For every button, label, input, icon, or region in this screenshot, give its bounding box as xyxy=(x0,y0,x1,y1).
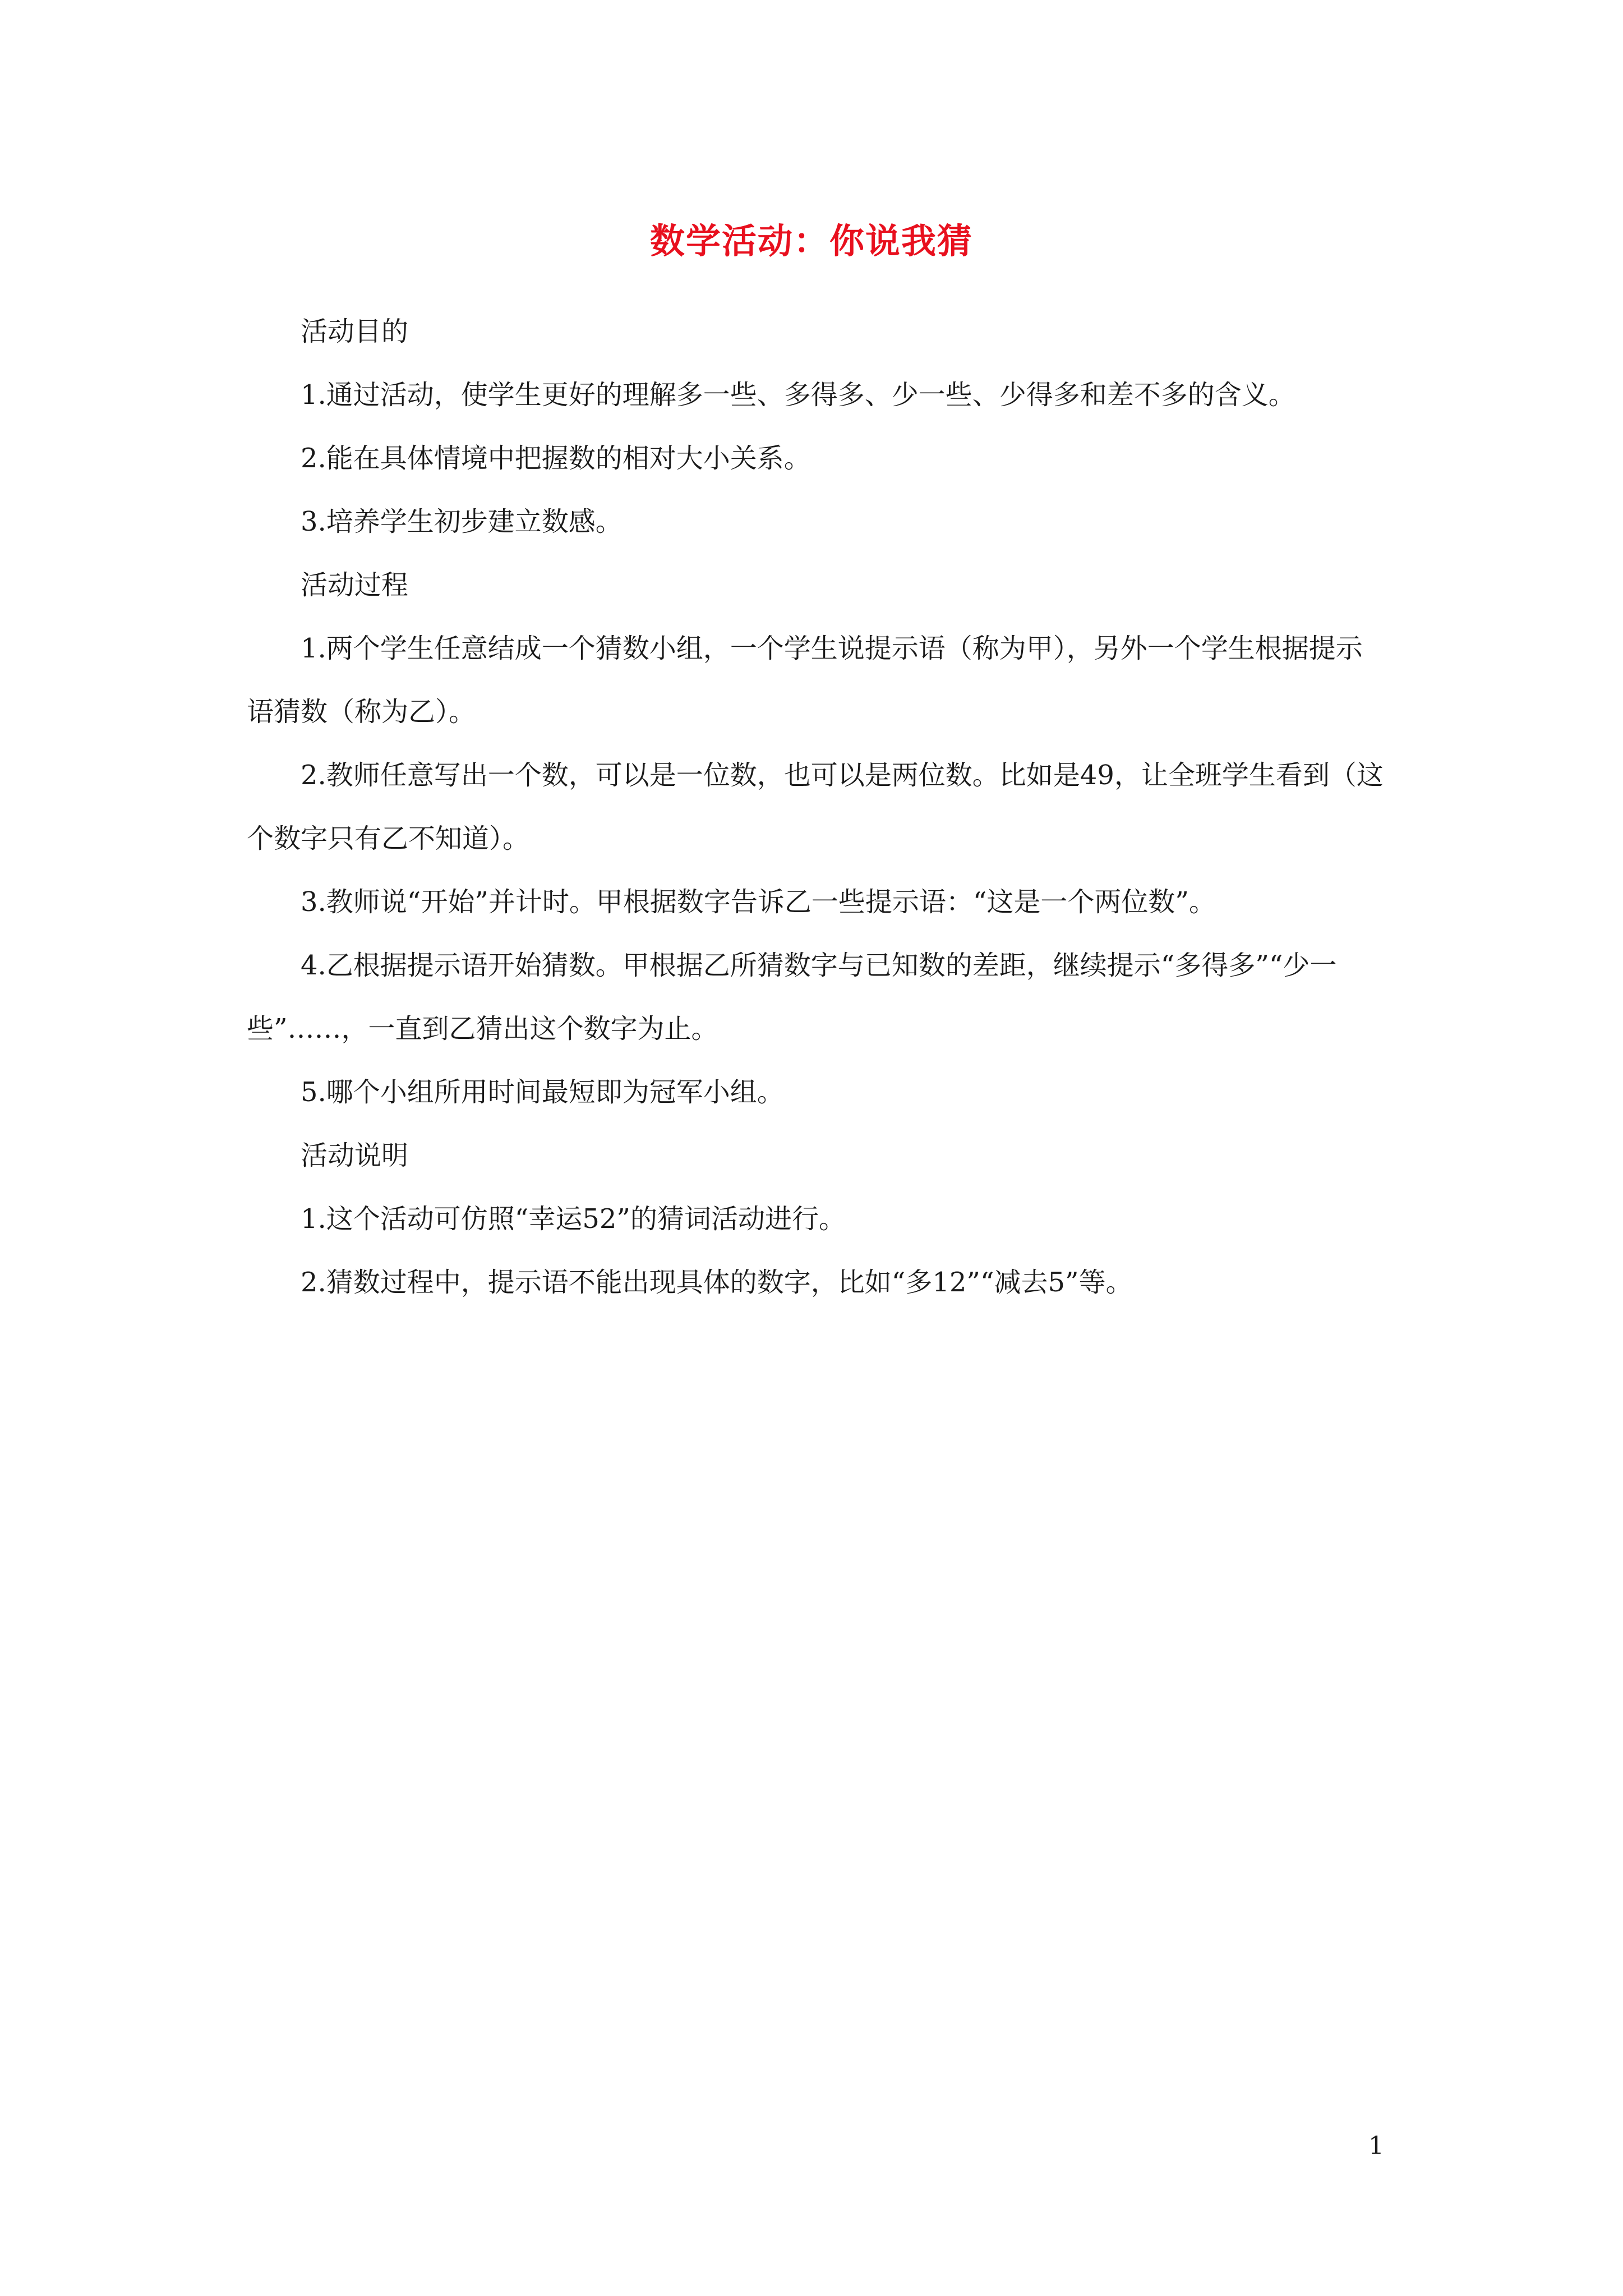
process-item-1: 1.两个学生任意结成一个猜数小组，一个学生说提示语（称为甲），另外一个学生根据提示语猜数（称为乙）。 xyxy=(247,633,1363,728)
purpose-item-2: 2.能在具体情境中把握数的相对大小关系。 xyxy=(301,443,811,474)
notes-item-1: 1.这个活动可仿照“幸运52”的猜词活动进行。 xyxy=(301,1203,846,1235)
process-item-4: 4.乙根据提示语开始猜数。甲根据乙所猜数字与已知数的差距，继续提示“多得多”“少一些”……，一直到乙猜出这个数字为止。 xyxy=(247,950,1337,1045)
process-item-5: 5.哪个小组所用时间最短即为冠军小组。 xyxy=(301,1076,784,1108)
section-heading-purpose: 活动目的 xyxy=(301,316,409,347)
process-item-2: 2.教师任意写出一个数，可以是一位数，也可以是两位数。比如是49，让全班学生看到（这个数字只有乙不知道）。 xyxy=(247,760,1384,854)
purpose-item-3: 3.培养学生初步建立数感。 xyxy=(301,506,623,537)
page-number: 1 xyxy=(1368,2132,1384,2160)
process-item-3: 3.教师说“开始”并计时。甲根据数字告诉乙一些提示语：“这是一个两位数”。 xyxy=(301,886,1216,918)
notes-item-2: 2.猜数过程中，提示语不能出现具体的数字，比如“多12”“减去5”等。 xyxy=(301,1267,1133,1298)
section-heading-notes: 活动说明 xyxy=(301,1140,409,1171)
purpose-item-1: 1.通过活动，使学生更好的理解多一些、多得多、少一些、少得多和差不多的含义。 xyxy=(301,379,1295,411)
document-body xyxy=(247,300,1385,1314)
section-heading-process: 活动过程 xyxy=(301,569,409,601)
page-title: 数学活动：你说我猜 xyxy=(649,220,973,261)
